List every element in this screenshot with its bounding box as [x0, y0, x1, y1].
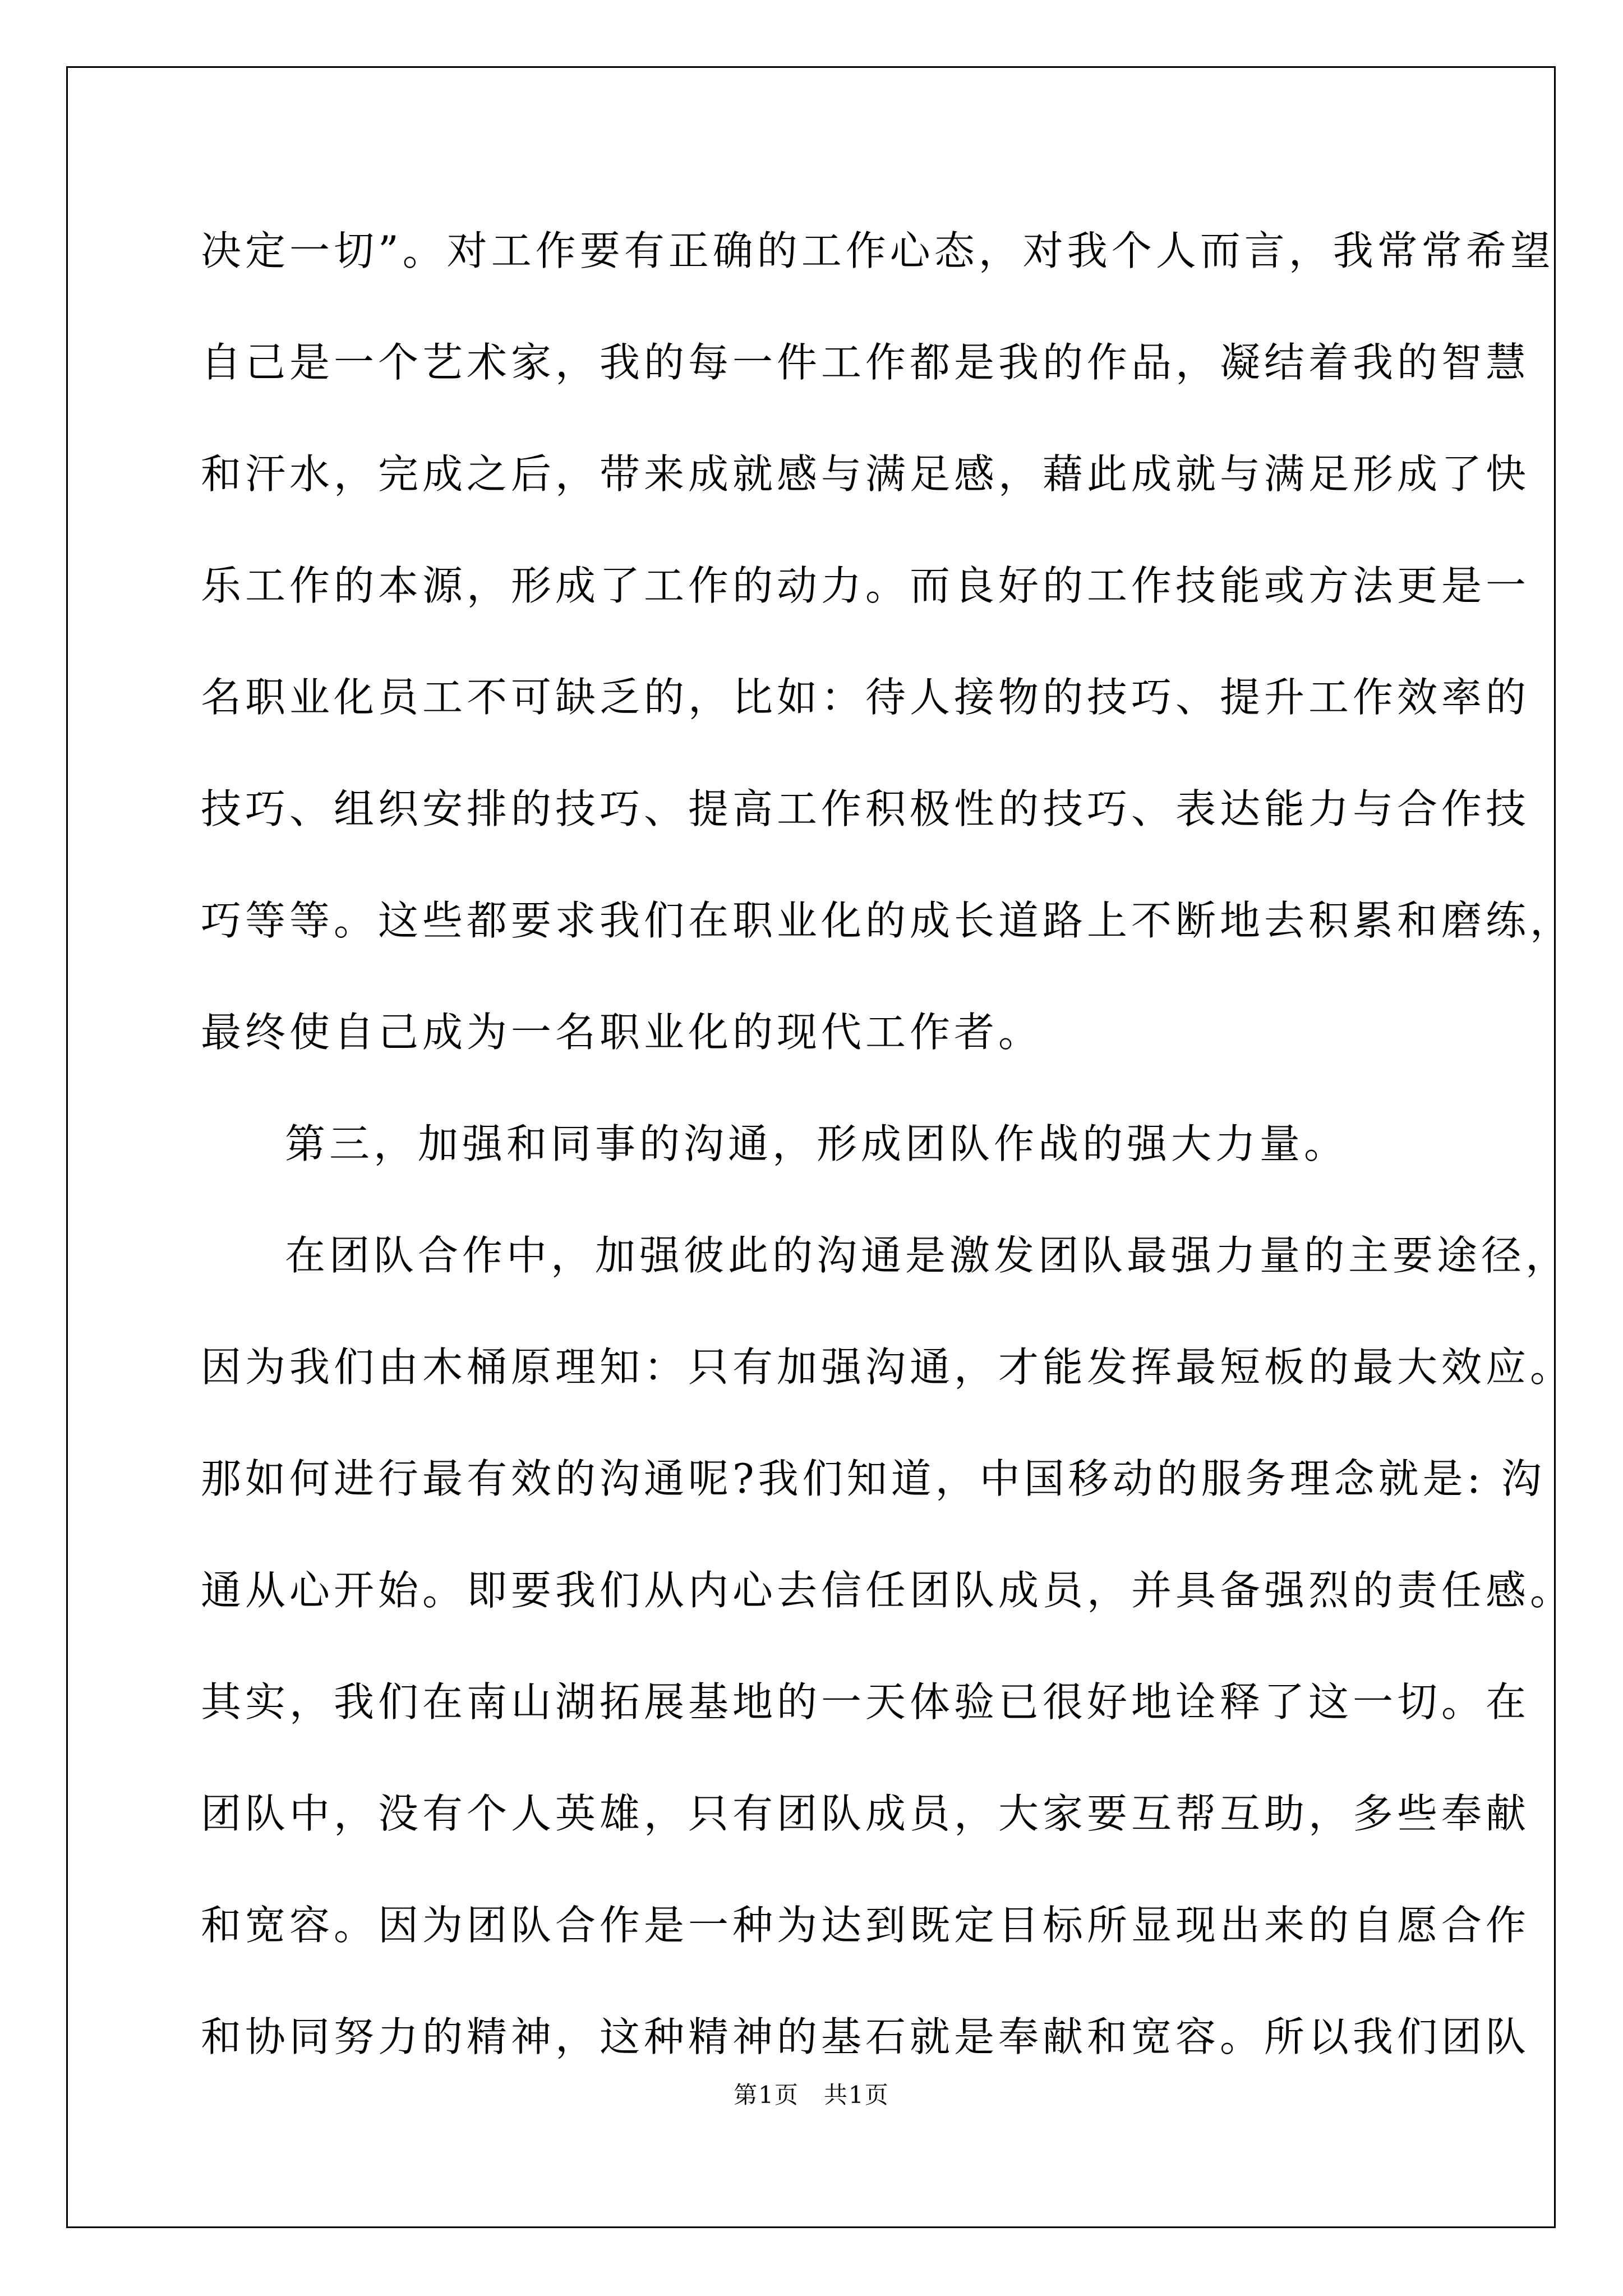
text-line: 其实，我们在南山湖拓展基地的一天体验已很好地诠释了这一切。在: [201, 1678, 1530, 1726]
text-line: 和汗水，完成之后，带来成就感与满足感，藉此成就与满足形成了快: [201, 450, 1530, 498]
page-number-footer: 第1页 共1页: [734, 2081, 889, 2109]
text-line: 巧等等。这些都要求我们在职业化的成长道路上不断地去积累和磨练，: [201, 897, 1575, 944]
text-line: 团队中，没有个人英雄，只有团队成员，大家要互帮互助，多些奉献: [201, 1790, 1530, 1837]
document-body: [201, 209, 1575, 2106]
text-line: 名职业化员工不可缺乏的，比如：待人接物的技巧、提升工作效率的: [201, 674, 1530, 721]
paragraph-heading: 第三，加强和同事的沟通，形成团队作战的强大力量。: [285, 1120, 1349, 1167]
text-line: 技巧、组织安排的技巧、提高工作积极性的技巧、表达能力与合作技: [201, 785, 1530, 832]
text-line: 因为我们由木桶原理知：只有加强沟通，才能发挥最短板的最大效应。: [201, 1343, 1575, 1391]
text-line: 那如何进行最有效的沟通呢?我们知道，中国移动的服务理念就是: 沟: [201, 1455, 1546, 1502]
text-line: 最终使自己成为一名职业化的现代工作者。: [201, 1009, 1043, 1056]
text-line: 乐工作的本源，形成了工作的动力。而良好的工作技能或方法更是一: [201, 562, 1530, 609]
text-line: 自己是一个艺术家，我的每一件工作都是我的作品，凝结着我的智慧: [201, 339, 1530, 386]
text-line: 在团队合作中，加强彼此的沟通是激发团队最强力量的主要途径，: [285, 1232, 1570, 1279]
text-line: 决定一切”。对工作要有正确的工作心态，对我个人而言，我常常希望: [201, 227, 1555, 274]
text-line: 通从心开始。即要我们从内心去信任团队成员，并具备强烈的责任感。: [201, 1567, 1575, 1614]
text-line: 和宽容。因为团队合作是一种为达到既定目标所显现出来的自愿合作: [201, 1902, 1530, 1949]
text-line: 和协同努力的精神，这种精神的基石就是奉献和宽容。所以我们团队: [201, 2013, 1530, 2060]
